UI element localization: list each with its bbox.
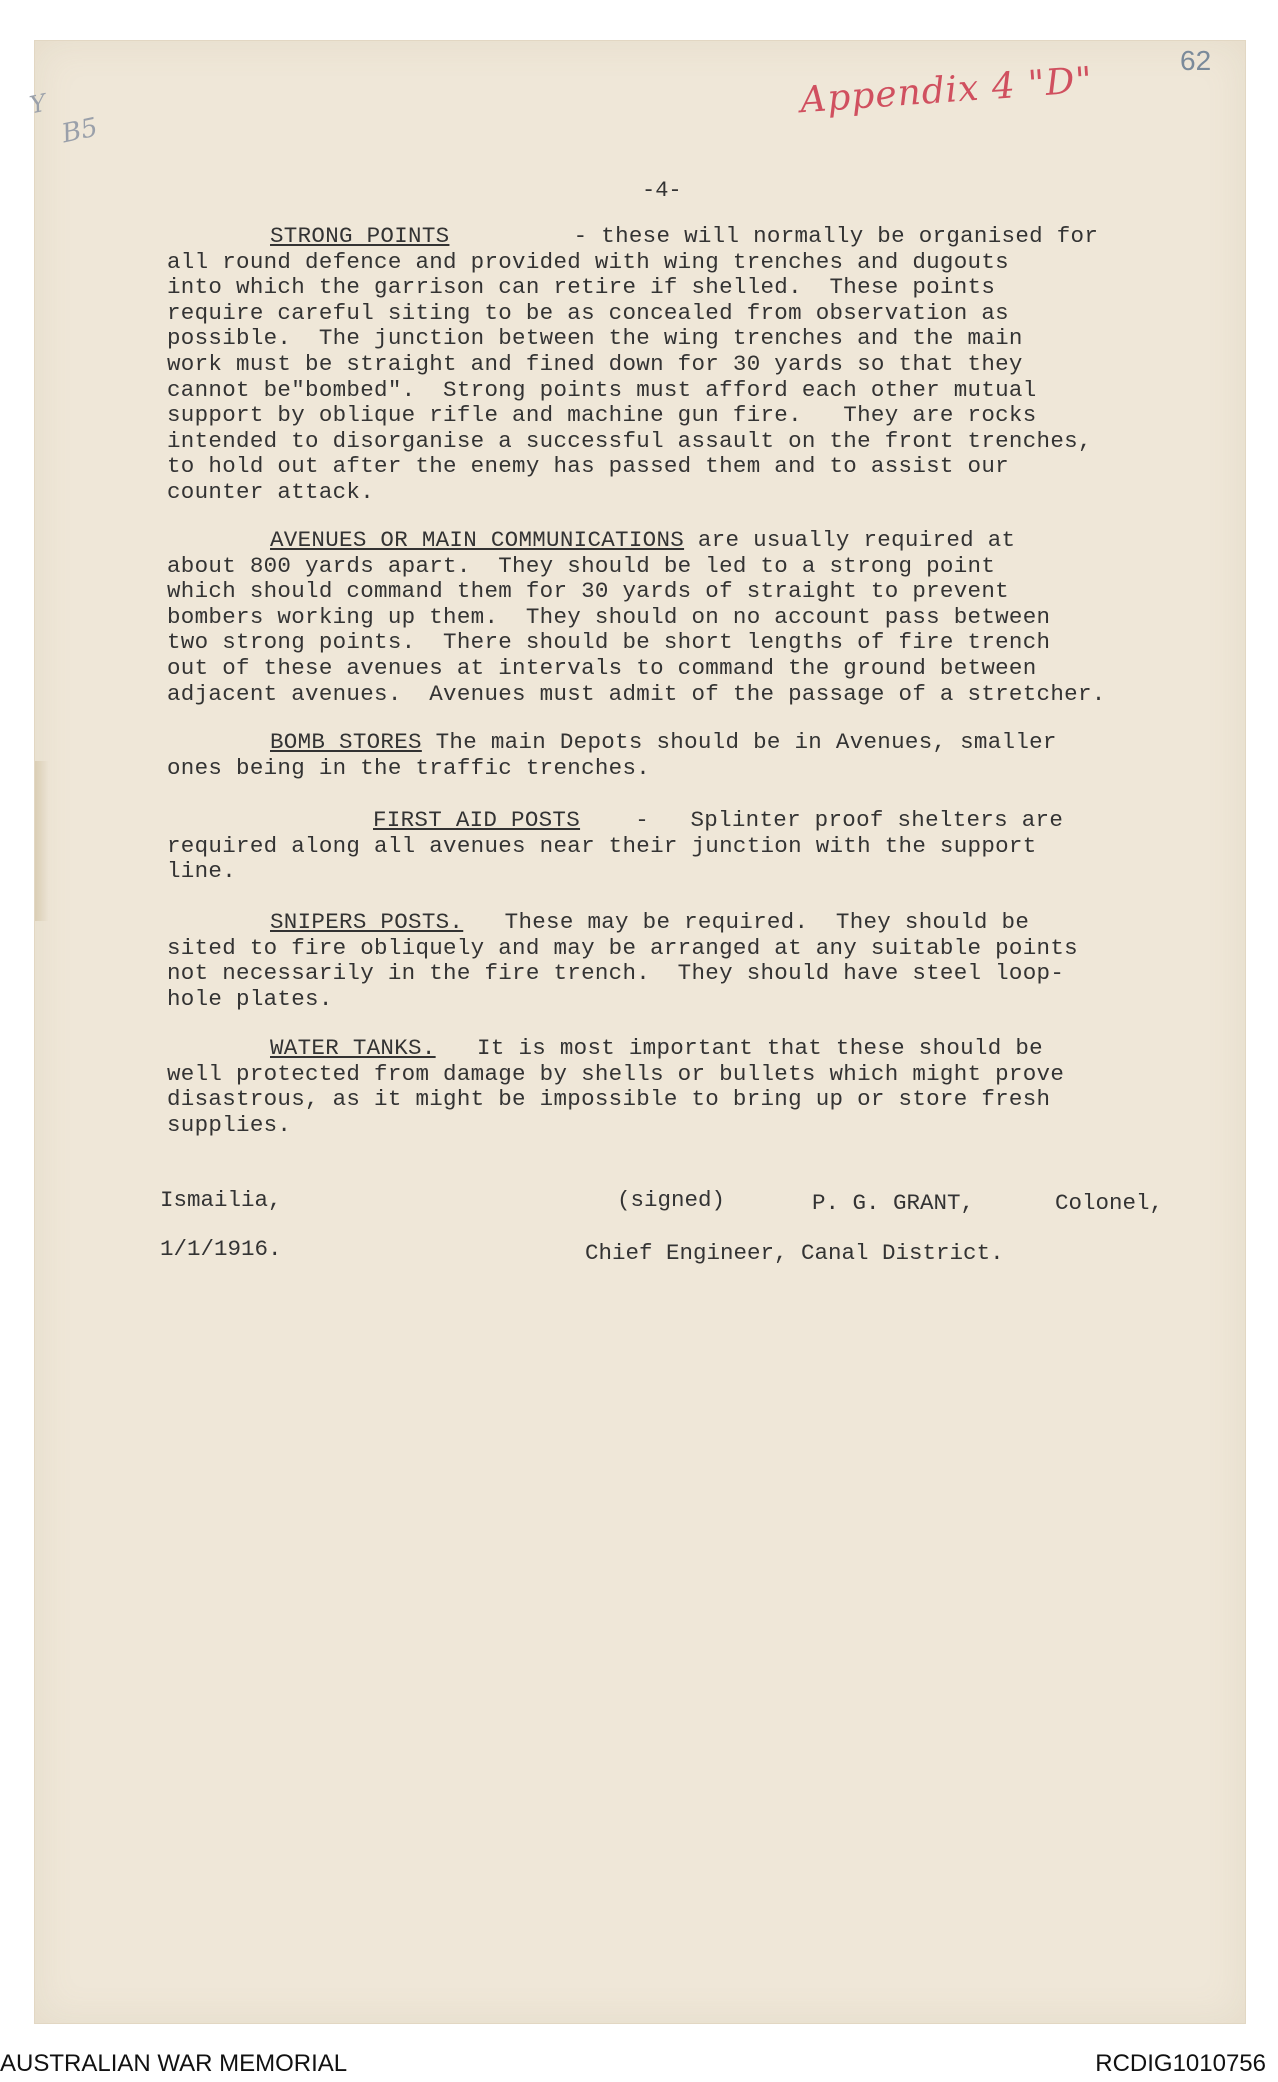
heading-snipers-posts: SNIPERS POSTS. bbox=[270, 909, 464, 935]
para-line: counter attack. bbox=[167, 478, 375, 505]
signature-title: Chief Engineer, Canal District. bbox=[585, 1240, 1004, 1266]
paragraph-strong-points bbox=[167, 224, 1212, 506]
para-line: cannot be"bombed". Strong points must afford each other mutual bbox=[167, 376, 1037, 403]
paragraph-bomb-stores bbox=[167, 730, 1212, 781]
para-line: two strong points. There should be short lengths of fire trench bbox=[167, 629, 1051, 656]
heading-strong-points: STRONG POINTS bbox=[270, 223, 450, 249]
paragraph-first-aid-posts bbox=[167, 808, 1212, 885]
para-line: required along all avenues near their junction with the support bbox=[167, 832, 1037, 859]
para-line: adjacent avenues. Avenues must admit of the passage of a stretcher. bbox=[167, 680, 1106, 707]
para-line: These may be required. They should be bbox=[463, 909, 1030, 935]
appendix-annotation: Appendix 4 "D" bbox=[798, 59, 1095, 122]
heading-bomb-stores: BOMB STORES bbox=[270, 729, 422, 755]
paragraph-snipers-posts bbox=[167, 910, 1212, 1012]
para-line: which should command them for 30 yards of straight to prevent bbox=[167, 578, 1009, 605]
paragraph-water-tanks bbox=[167, 1036, 1212, 1138]
para-line: intended to disorganise a successful assault on the front trenches, bbox=[167, 427, 1092, 454]
para-line: work must be straight and fined down for 30 yards so that they bbox=[167, 350, 1023, 377]
para-line: are usually required at bbox=[684, 527, 1016, 553]
para-line: supplies. bbox=[167, 1111, 292, 1138]
signature-place: Ismailia, bbox=[160, 1187, 282, 1213]
para-line: line. bbox=[167, 858, 237, 885]
para-line: possible. The junction between the wing trenches and the main bbox=[167, 325, 1023, 352]
folio-number: 62 bbox=[1180, 45, 1212, 76]
para-line: support by oblique rifle and machine gun fire. They are rocks bbox=[167, 402, 1037, 429]
para-line: sited to fire obliquely and may be arranged at any suitable points bbox=[167, 934, 1078, 961]
heading-water-tanks: WATER TANKS. bbox=[270, 1035, 436, 1061]
para-line: disastrous, as it might be impossible to bring up or store fresh bbox=[167, 1086, 1051, 1113]
heading-first-aid-posts: FIRST AID POSTS bbox=[373, 807, 581, 833]
para-line: - Splinter proof shelters are bbox=[580, 807, 1064, 833]
signature-date: 1/1/1916. bbox=[160, 1236, 282, 1262]
para-line: require careful siting to be as concealed from observation as bbox=[167, 299, 1009, 326]
margin-pencil-mark-b5: B5 bbox=[59, 112, 101, 150]
para-line: The main Depots should be in Avenues, smaller bbox=[421, 729, 1057, 755]
paper-stain bbox=[35, 761, 49, 921]
para-line: into which the garrison can retire if shelled. These points bbox=[167, 274, 996, 301]
page-number: -4- bbox=[642, 178, 682, 203]
paragraph-avenues bbox=[167, 528, 1212, 707]
heading-avenues: AVENUES OR MAIN COMMUNICATIONS bbox=[270, 527, 685, 553]
signature-rank: Colonel, bbox=[1055, 1190, 1164, 1216]
signature-name: P. G. GRANT, bbox=[812, 1190, 975, 1216]
para-line: to hold out after the enemy has passed them and to assist our bbox=[167, 453, 1009, 480]
signature-signed: (signed) bbox=[617, 1187, 726, 1213]
para-line: not necessarily in the fire trench. They should have steel loop- bbox=[167, 960, 1065, 987]
para-line: bombers working up them. They should on no account pass between bbox=[167, 603, 1051, 630]
footer-institution: AUSTRALIAN WAR MEMORIAL bbox=[0, 2050, 348, 2077]
para-line: out of these avenues at intervals to command the ground between bbox=[167, 654, 1037, 681]
para-line: ones being in the traffic trenches. bbox=[167, 754, 651, 781]
para-line: about 800 yards apart. They should be led to a strong point bbox=[167, 552, 996, 579]
para-line: - these will normally be organised for bbox=[449, 223, 1099, 249]
para-line: well protected from damage by shells or bullets which might prove bbox=[167, 1060, 1065, 1087]
footer-record-id: RCDIG1010756 bbox=[1095, 2050, 1266, 2077]
margin-pencil-mark: Y bbox=[27, 88, 49, 120]
para-line: It is most important that these should be bbox=[435, 1035, 1043, 1061]
para-line: hole plates. bbox=[167, 985, 333, 1012]
para-line: all round defence and provided with wing trenches and dugouts bbox=[167, 248, 1009, 275]
